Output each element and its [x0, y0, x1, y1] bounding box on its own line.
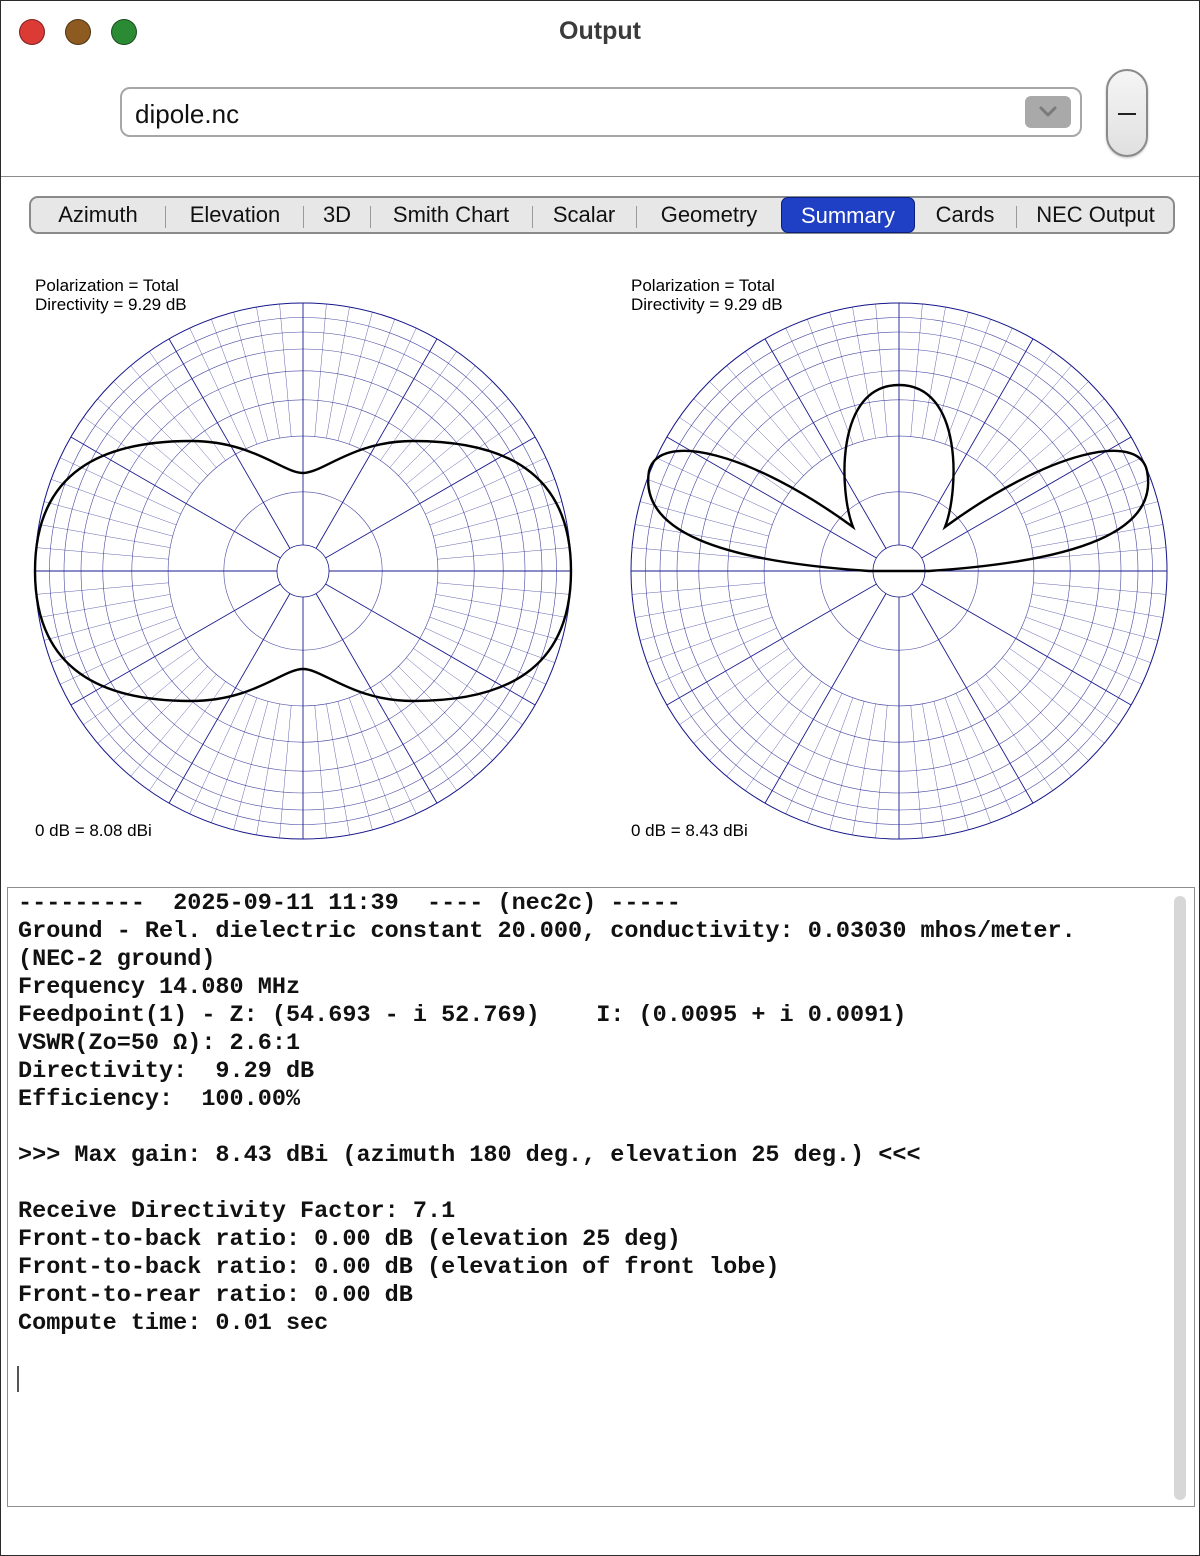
grid-spoke-minor — [994, 666, 1088, 760]
window-title: Output — [559, 17, 641, 45]
grid-spoke-minor — [876, 705, 888, 838]
azimuth-polar-plot — [33, 301, 573, 841]
grid-spoke-minor — [1029, 502, 1158, 536]
grid-spoke-minor — [398, 666, 492, 760]
grid-spoke-minor — [338, 312, 373, 441]
grid-spoke-minor — [190, 328, 246, 449]
summary-line: Efficiency: 100.00% — [18, 1086, 301, 1113]
grid-spoke-minor — [36, 583, 169, 595]
grid-spoke-minor — [830, 312, 865, 441]
grid-spoke-minor — [911, 304, 923, 437]
azimuth-reference-label: 0 dB = 8.08 dBi — [35, 821, 152, 840]
grid-spoke-minor — [710, 666, 804, 760]
grid-spoke-minor — [315, 304, 327, 437]
tab-3d[interactable]: 3D — [322, 202, 352, 227]
grid-spoke-minor — [360, 693, 416, 814]
grid-spoke-major — [316, 594, 437, 804]
tab-scalar[interactable]: Scalar — [552, 202, 616, 227]
grid-spoke-minor — [360, 328, 416, 449]
tab-divider — [636, 206, 637, 228]
elevation-reference-label: 0 dB = 8.43 dBi — [631, 821, 748, 840]
summary-line: >>> Max gain: 8.43 dBi (azimuth 180 deg., elevation 25 deg.) <<< — [18, 1142, 921, 1169]
grid-spoke-minor — [280, 705, 292, 838]
summary-line: Front-to-back ratio: 0.00 dB (elevation of front lobe) — [18, 1254, 780, 1281]
grid-spoke-minor — [60, 458, 181, 514]
grid-spoke-minor — [114, 382, 208, 476]
grid-spoke-minor — [632, 583, 765, 595]
grid-spoke-minor — [315, 705, 327, 838]
grid-spoke-minor — [234, 701, 269, 830]
grid-spoke-minor — [934, 701, 969, 830]
tab-geometry[interactable]: Geometry — [660, 202, 758, 227]
tab-divider — [1016, 206, 1017, 228]
grid-spoke-minor — [433, 502, 562, 536]
grid-spoke-minor — [876, 304, 888, 437]
summary-line: Front-to-back ratio: 0.00 dB (elevation 25 deg) — [18, 1226, 681, 1253]
grid-spoke-minor — [640, 502, 769, 536]
tab-smith-chart[interactable]: Smith Chart — [392, 202, 510, 227]
summary-line: Feedpoint(1) - Z: (54.693 - i 52.769) I: (0.0095 + i 0.0091) — [18, 1002, 907, 1029]
grid-spoke-minor — [425, 628, 546, 684]
minus-icon — [1118, 113, 1136, 115]
chevron-down-icon — [1038, 104, 1058, 120]
grid-spoke-major — [922, 584, 1132, 705]
grid-spoke-minor — [786, 328, 842, 449]
grid-spoke-minor — [1021, 458, 1142, 514]
text-caret — [17, 1366, 19, 1392]
grid-spoke-major — [912, 594, 1033, 804]
grid-spoke-major — [765, 339, 886, 549]
elevation-polar-plot — [629, 301, 1169, 841]
summary-line: Ground - Rel. dielectric constant 20.000, conductivity: 0.03030 mhos/meter. — [18, 918, 1076, 945]
grid-spoke-major — [316, 339, 437, 549]
title-bar — [1, 1, 1199, 63]
grid-spoke-major — [169, 339, 290, 549]
grid-spoke-major — [912, 339, 1033, 549]
tab-bar — [29, 196, 1175, 234]
tab-divider — [370, 206, 371, 228]
summary-line: Compute time: 0.01 sec — [18, 1310, 329, 1337]
grid-spoke-minor — [433, 606, 562, 641]
pattern-plots — [1, 271, 1199, 851]
tab-elevation[interactable]: Elevation — [189, 202, 281, 227]
summary-text-view[interactable] — [7, 887, 1195, 1507]
tab-azimuth[interactable]: Azimuth — [58, 202, 138, 227]
grid-spoke-minor — [830, 701, 865, 830]
grid-spoke-minor — [114, 666, 208, 760]
grid-spoke-major — [667, 584, 877, 705]
summary-line: (NEC-2 ground) — [18, 946, 216, 973]
elevation-polarization-label: Polarization = Total — [631, 276, 775, 295]
grid-spoke-minor — [190, 693, 246, 814]
grid-spoke-minor — [60, 628, 181, 684]
grid-spoke-minor — [956, 328, 1012, 449]
file-combo-box[interactable] — [120, 87, 1082, 137]
summary-line: Directivity: 9.29 dB — [18, 1058, 315, 1085]
vertical-scrollbar[interactable] — [1174, 896, 1186, 1500]
elevation-pattern-trace — [648, 385, 1148, 571]
file-name-value: dipole.nc — [135, 99, 240, 129]
tab-divider — [303, 206, 304, 228]
azimuth-polarization-label: Polarization = Total — [35, 276, 179, 295]
grid-spoke-minor — [656, 458, 777, 514]
combo-dropdown-button[interactable] — [1025, 96, 1071, 128]
remove-stepper-button[interactable] — [1106, 69, 1148, 157]
grid-spoke-minor — [280, 304, 292, 437]
grid-spoke-minor — [398, 382, 492, 476]
elevation-directivity-label: Directivity = 9.29 dB — [631, 295, 783, 314]
grid-spoke-minor — [656, 628, 777, 684]
tab-cards[interactable]: Cards — [935, 202, 995, 227]
grid-spoke-major — [169, 594, 290, 804]
tab-divider — [165, 206, 166, 228]
grid-spoke-minor — [911, 705, 923, 838]
grid-spoke-minor — [1029, 606, 1158, 641]
grid-spoke-minor — [956, 693, 1012, 814]
polar-grid — [35, 303, 571, 839]
tab-summary[interactable]: Summary — [781, 197, 915, 233]
grid-spoke-minor — [1021, 628, 1142, 684]
grid-spoke-minor — [786, 693, 842, 814]
grid-spoke-minor — [338, 701, 373, 830]
grid-spoke-minor — [1033, 583, 1166, 595]
summary-line: Frequency 14.080 MHz — [18, 974, 301, 1001]
grid-spoke-minor — [425, 458, 546, 514]
grid-spoke-minor — [934, 312, 969, 441]
toolbar-divider — [1, 176, 1199, 177]
grid-spoke-minor — [36, 548, 169, 560]
summary-line: Receive Directivity Factor: 7.1 — [18, 1198, 456, 1225]
grid-spoke-minor — [437, 548, 570, 560]
tab-nec-output[interactable]: NEC Output — [1036, 202, 1155, 227]
grid-spoke-minor — [710, 382, 804, 476]
grid-spoke-minor — [44, 606, 173, 641]
summary-line: Front-to-rear ratio: 0.00 dB — [18, 1282, 413, 1309]
summary-line: VSWR(Zo=50 Ω): 2.6:1 — [18, 1030, 301, 1057]
grid-spoke-minor — [437, 583, 570, 595]
grid-ring — [277, 545, 329, 597]
grid-spoke-major — [765, 594, 886, 804]
tab-divider — [532, 206, 533, 228]
azimuth-directivity-label: Directivity = 9.29 dB — [35, 295, 187, 314]
grid-spoke-minor — [44, 502, 173, 536]
grid-spoke-minor — [994, 382, 1088, 476]
summary-line: --------- 2025-09-11 11:39 ---- (nec2c) ----- — [18, 890, 681, 917]
grid-spoke-minor — [640, 606, 769, 641]
grid-spoke-minor — [234, 312, 269, 441]
